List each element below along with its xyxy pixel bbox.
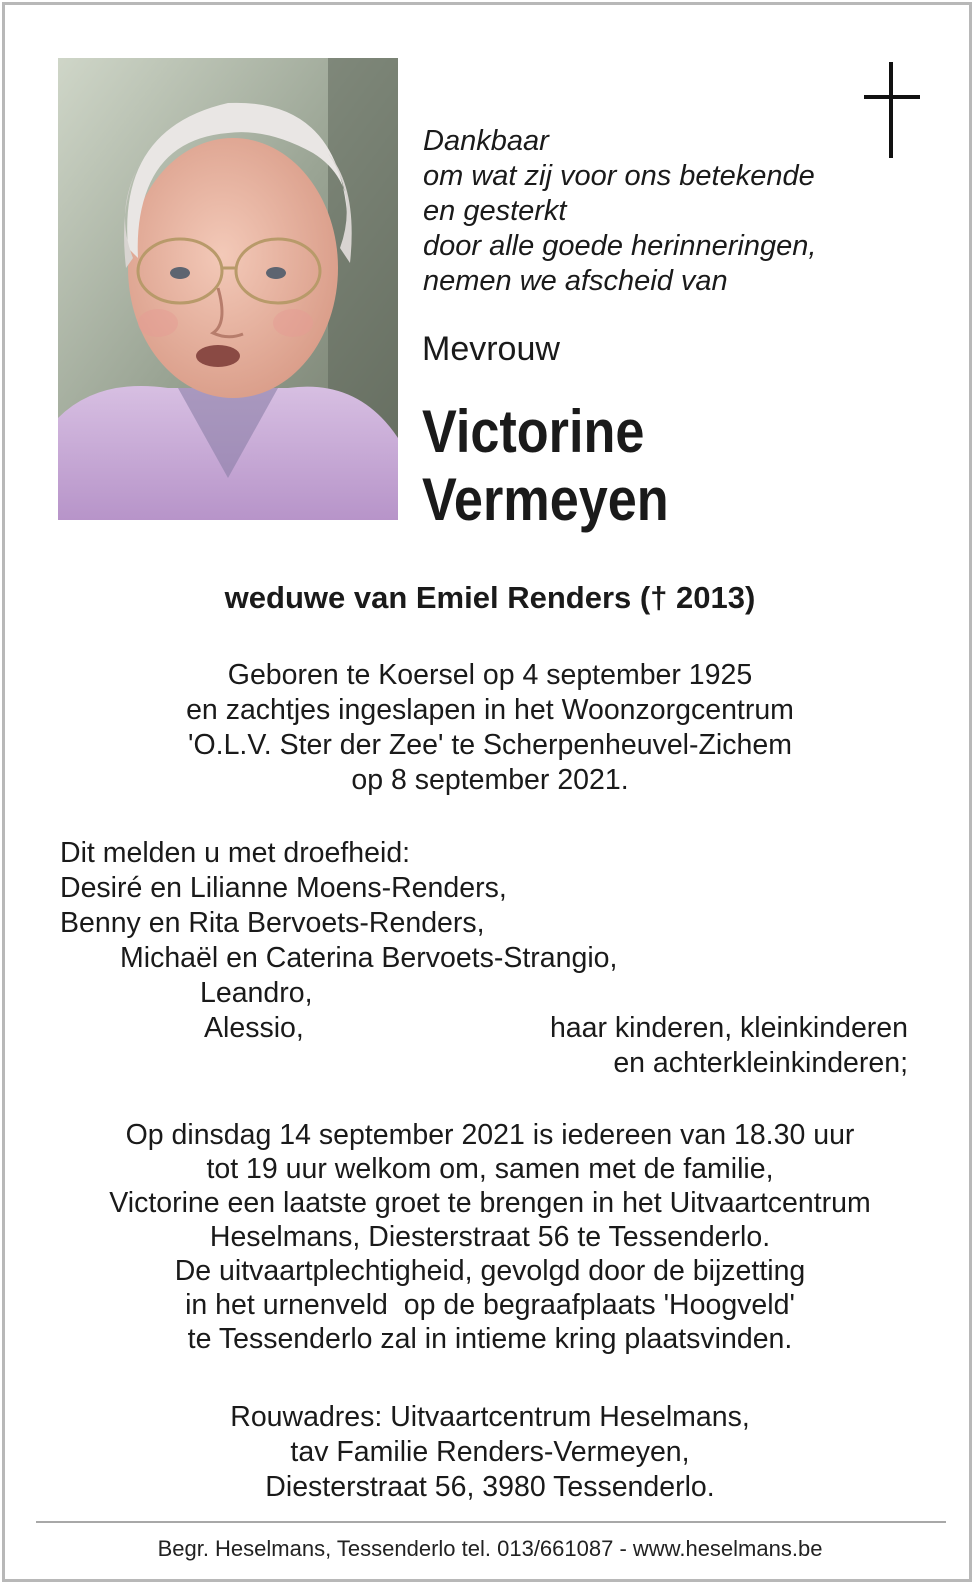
undertaker-footer: Begr. Heselmans, Tessenderlo tel. 013/661087 - www.heselmans.be [157, 1536, 823, 1561]
last-name: Vermeyen [422, 466, 669, 533]
visit-line: Op dinsdag 14 september 2021 is iedereen van 18.30 uur [125, 1119, 855, 1151]
intro-line: Dankbaar [423, 125, 549, 157]
birth-line: Geboren te Koersel op 4 september 1925 [227, 659, 753, 691]
family-member: Michaël en Caterina Bervoets-Strangio, [120, 942, 618, 974]
portrait-photo [58, 58, 398, 520]
visit-line: Victorine een laatste groet te brengen in het Uitvaartcentrum [109, 1187, 871, 1219]
visit-line: in het urnenveld op de begraafplaats 'Hoogveld' [185, 1289, 795, 1321]
visitation-details [0, 1118, 980, 1356]
visit-line: te Tessenderlo zal in intieme kring plaatsvinden. [187, 1323, 793, 1355]
relation-line: en achterkleinkinderen; [613, 1047, 908, 1079]
honorific: Mevrouw [422, 330, 560, 368]
address-line: Diesterstraat 56, 3980 Tessenderlo. [265, 1471, 715, 1503]
visit-line: tot 19 uur welkom om, samen met de familie, [206, 1153, 774, 1185]
deceased-name [422, 398, 669, 534]
family-announcement [60, 836, 920, 1081]
birth-line: 'O.L.V. Ster der Zee' te Scherpenheuvel-Zichem [188, 729, 792, 761]
portrait-image [58, 58, 398, 520]
relation-line: haar kinderen, kleinkinderen [549, 1012, 908, 1044]
visit-line: Heselmans, Diesterstraat 56 te Tessenderlo. [209, 1221, 771, 1253]
family-member: Leandro, [200, 977, 313, 1009]
footer-divider [36, 1521, 946, 1523]
family-member: Benny en Rita Bervoets-Renders, [60, 907, 485, 939]
family-member: Desiré en Lilianne Moens-Renders, [60, 872, 507, 904]
intro-line: en gesterkt [423, 195, 567, 227]
widow-line: weduwe van Emiel Renders († 2013) [224, 580, 756, 615]
intro-line: door alle goede herinneringen, [423, 230, 817, 262]
visit-line: De uitvaartplechtigheid, gevolgd door de bijzetting [174, 1255, 806, 1287]
mourning-address [0, 1400, 980, 1505]
announce-heading: Dit melden u met droefheid: [60, 837, 411, 869]
intro-line: om wat zij voor ons betekende [423, 160, 815, 192]
birth-line: en zachtjes ingeslapen in het Woonzorgcentrum [186, 694, 794, 726]
birth-death-details [0, 658, 980, 798]
intro-verse [423, 124, 816, 299]
address-line: tav Familie Renders-Vermeyen, [290, 1436, 690, 1468]
family-member: Alessio, [204, 1012, 304, 1044]
cross-icon [862, 62, 922, 158]
birth-line: op 8 september 2021. [351, 764, 629, 796]
first-name: Victorine [422, 398, 645, 465]
intro-line: nemen we afscheid van [423, 265, 728, 297]
address-line: Rouwadres: Uitvaartcentrum Heselmans, [230, 1401, 750, 1433]
